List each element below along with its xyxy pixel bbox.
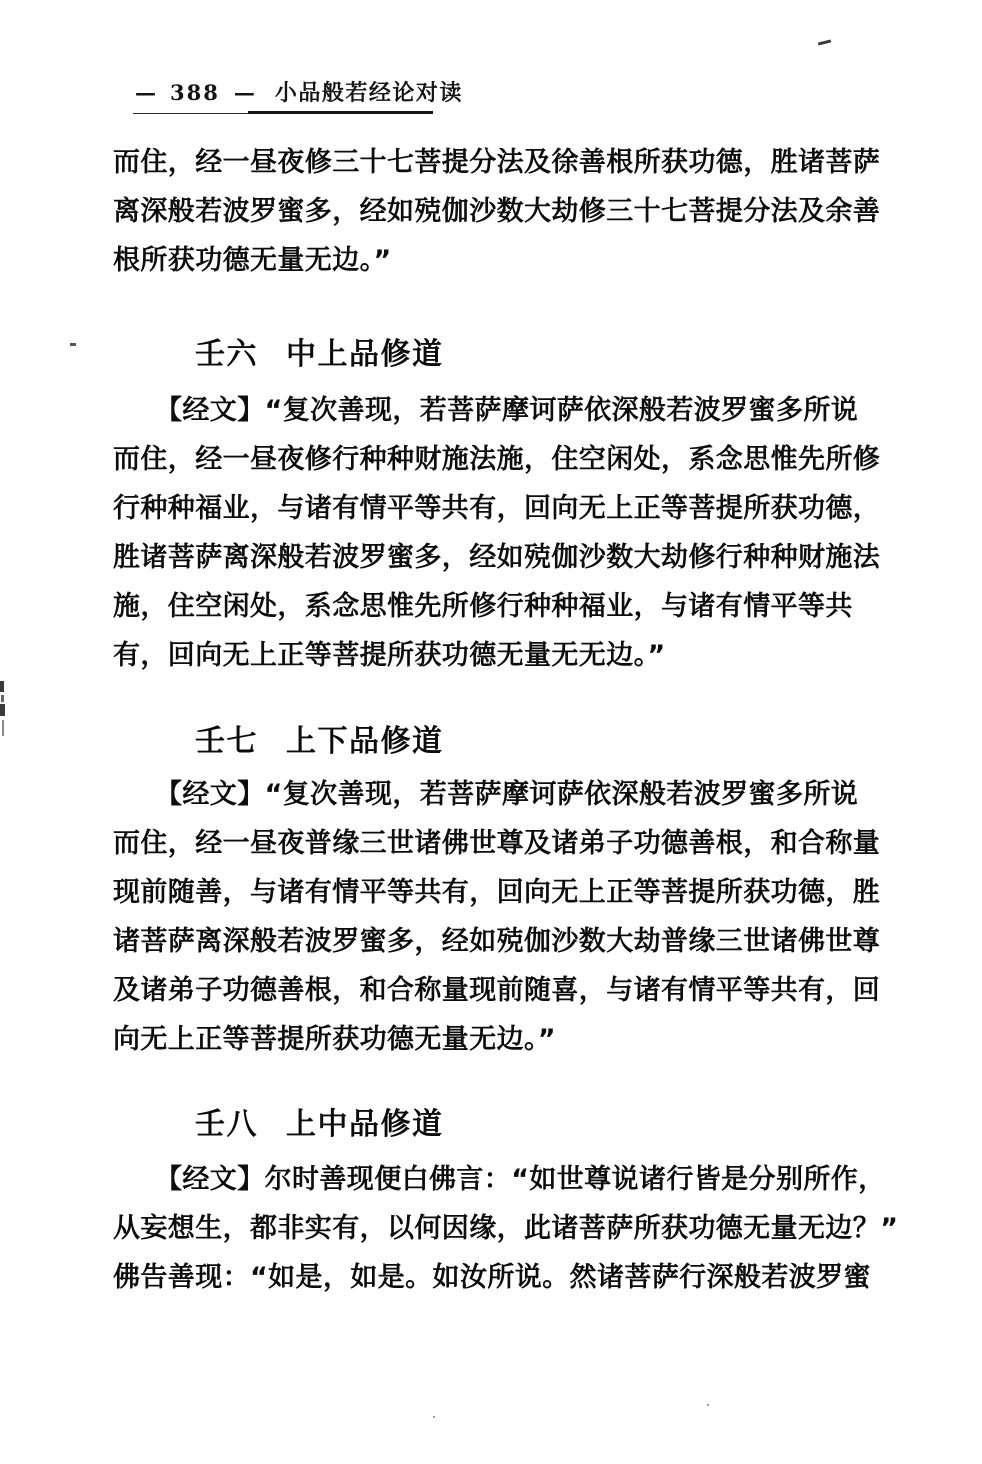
text-line: 向无上正等菩提所获功德无量无边。” [113,1024,557,1055]
heading-number: 壬八 [195,1107,258,1142]
paragraph-continuation [113,138,885,285]
heading-title: 上下品修道 [286,724,444,759]
scripture-paragraph [113,1155,899,1302]
heading-title: 上中品修道 [286,1107,444,1142]
scan-artifact [70,343,76,346]
section-renba [113,1100,899,1302]
text-line: 现前随善，与诸有情平等共有，回向无上正等菩提所获功德，胜 [113,877,881,908]
scripture-paragraph [113,386,885,680]
text-line: 有，回向无上正等菩提所获功德无量无无边。” [113,640,666,671]
text-line: 从妄想生，都非实有，以何因缘，此诸菩萨所获功德无量无边？” [113,1213,899,1244]
section-renqi [113,717,885,1064]
heading-title: 中上品修道 [286,337,444,372]
text-line: 而住，经一昼夜普缘三世诸佛世尊及诸弟子功德善根，和合称量 [113,828,881,859]
header-dash-right: — [233,80,255,105]
text-line: 佛告善现：“如是，如是。如汝所说。然诸菩萨行深般若波罗蜜 [113,1262,871,1293]
text-line: 离深般若波罗蜜多，经如殑伽沙数大劫修三十七菩提分法及余善 [113,196,881,227]
running-title: 小品般若经论对读 [274,80,463,106]
text-run: “复次善现，若菩萨摩诃萨依深般若波罗蜜多所说 [264,395,859,426]
section-heading [195,1100,885,1149]
scripture-label: 【经文】 [155,1164,265,1195]
scan-artifact [0,704,5,716]
scan-artifact [433,1416,435,1418]
text-line: 胜诸菩萨离深般若波罗蜜多，经如殑伽沙数大劫修行种种财施法 [113,542,881,573]
scripture-label: 【经文】 [155,395,265,426]
text-line: 施，住空闲处，系念思惟先所修行种种福业，与诸有情平等共 [113,591,853,622]
title-underline [248,111,433,114]
section-heading [195,330,885,379]
text-line: 诸菩萨离深般若波罗蜜多，经如殑伽沙数大劫普缘三世诸佛世尊 [113,926,881,957]
text-run: “复次善现，若菩萨摩诃萨依深般若波罗蜜多所说 [264,779,859,810]
scan-artifact [1,695,4,702]
text-run: 尔时善现便白佛言：“如世尊说诸行皆是分别所作， [264,1164,886,1195]
page-number: 388 [170,80,220,105]
text-line: 及诸弟子功德善根，和合称量现前随喜，与诸有情平等共有，回 [113,975,881,1006]
page-header [135,78,463,108]
text-line: 而住，经一昼夜修行种种财施法施，住空闲处，系念思惟先所修 [113,444,881,475]
scan-artifact [2,720,4,736]
section-renliu [113,330,885,680]
scan-artifact [0,681,4,692]
text-line: 而住，经一昼夜修三十七菩提分法及徐善根所获功德，胜诸菩萨 [113,147,881,178]
scan-artifact [707,1404,709,1406]
paragraph [113,138,885,285]
scan-artifact [818,39,831,45]
header-dash-left: — [135,80,156,105]
text-line: 根所获功德无量无边。” [113,245,392,276]
text-line [113,770,885,819]
page-content [113,138,899,1302]
text-line: 行种种福业，与诸有情平等共有，回向无上正等菩提所获功德， [113,493,881,524]
text-line [113,1155,885,1204]
section-heading [195,717,885,766]
heading-number: 壬七 [195,724,258,759]
scripture-paragraph [113,770,885,1064]
scripture-label: 【经文】 [155,779,265,810]
heading-number: 壬六 [195,337,258,372]
text-line [113,386,885,435]
